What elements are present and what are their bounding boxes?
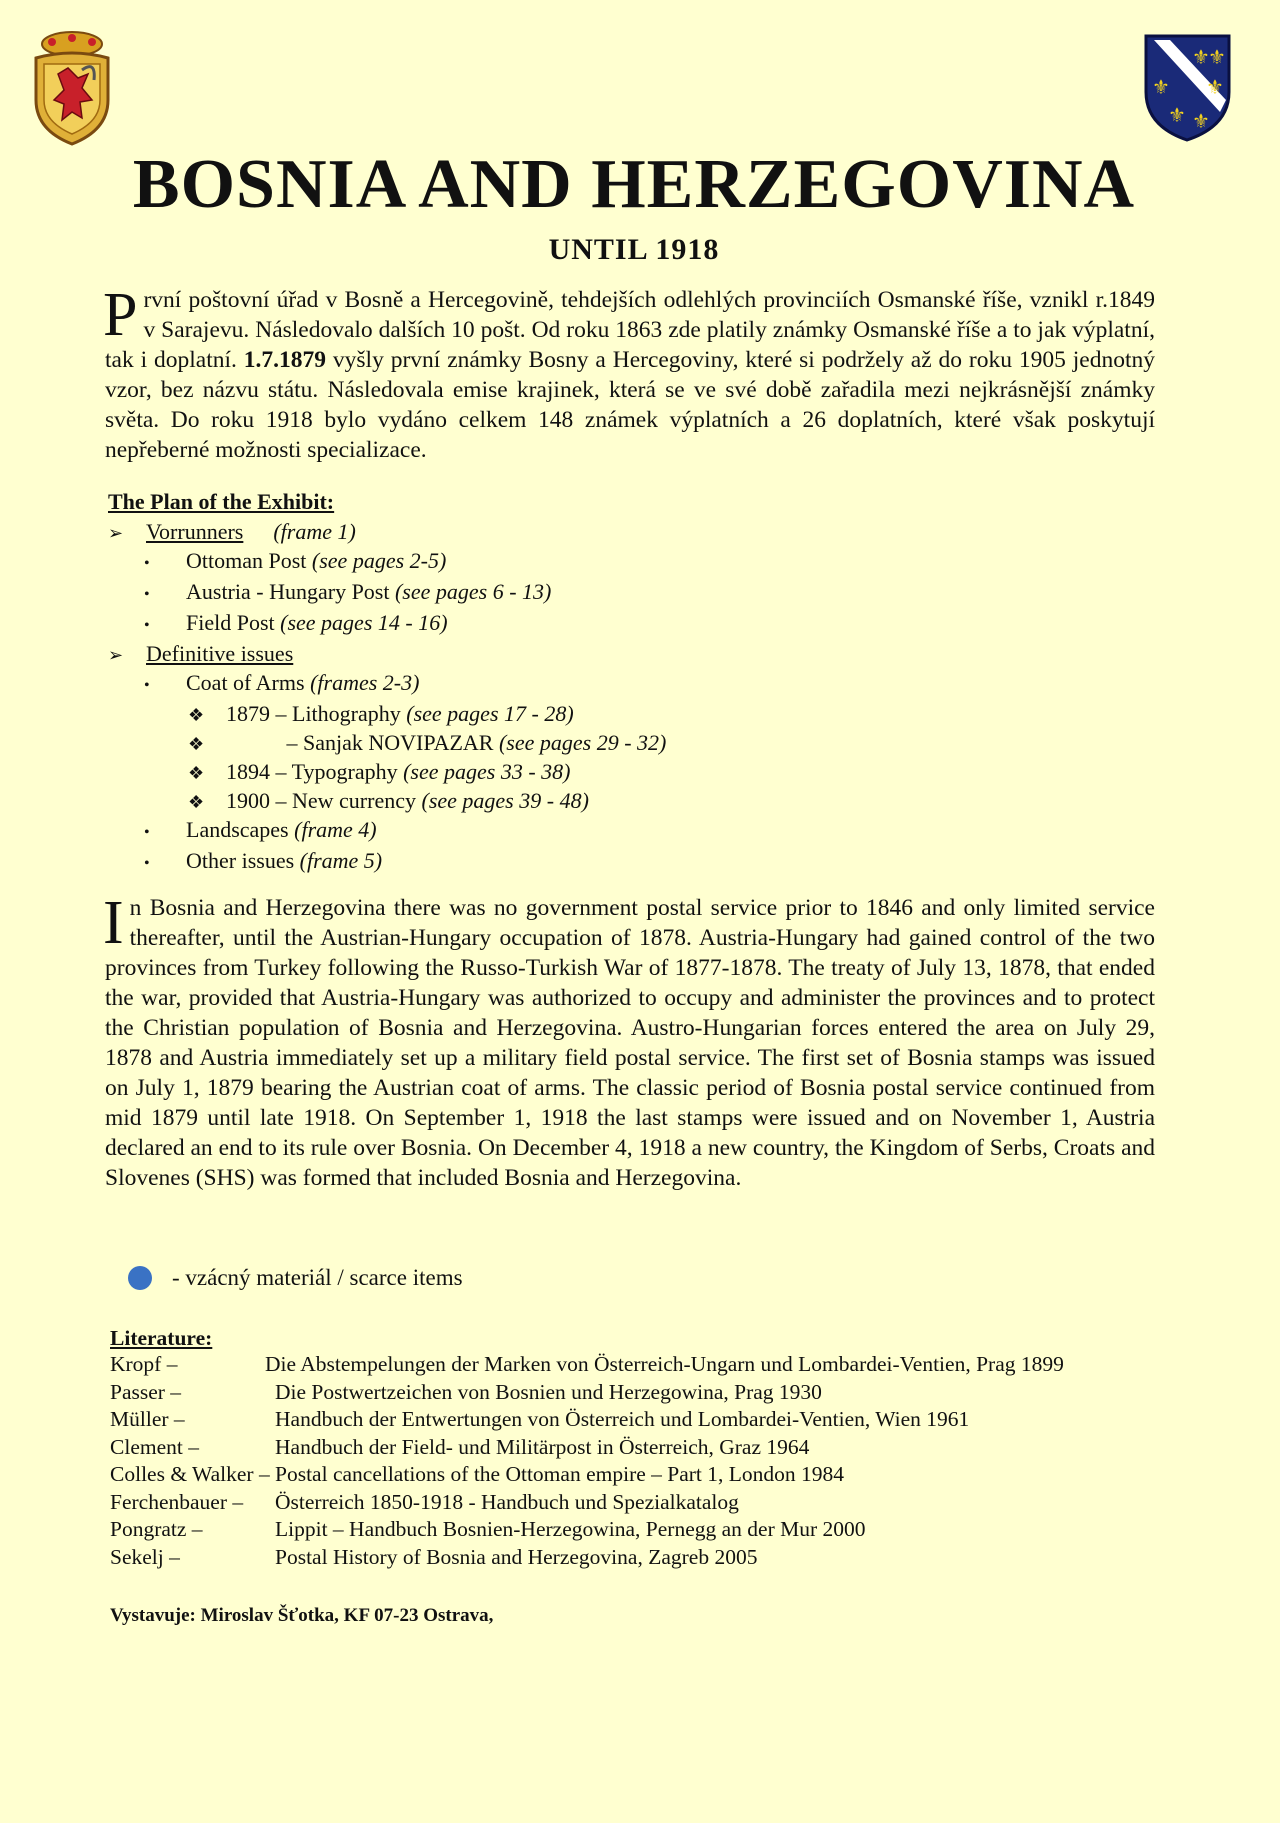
page-title: BOSNIA AND HERZEGOVINA (132, 146, 1136, 223)
literature-entry (110, 1406, 1064, 1434)
literature-heading: Literature: (110, 1326, 213, 1350)
diamond-bullet-icon: ❖ (188, 792, 205, 812)
literature-author: Sekelj – (110, 1544, 180, 1569)
plan-item (108, 700, 666, 729)
plan-item (108, 578, 666, 609)
svg-text:⚜: ⚜ (1206, 75, 1224, 99)
blue-dot-icon (128, 1266, 152, 1290)
svg-text:⚜: ⚜ (1168, 103, 1186, 127)
plan-item-label: 1894 – Typography (226, 759, 404, 784)
literature-entry (110, 1461, 1064, 1489)
plan-item-label: Field Post (186, 610, 281, 635)
plan-item (108, 640, 666, 669)
literature-author: Passer – (110, 1379, 182, 1404)
plan-item (108, 758, 666, 787)
plan-item-note: (see pages 29 - 32) (498, 730, 667, 755)
plan-item-note: (frame 4) (294, 817, 377, 842)
plan-item-label: 1879 – Lithography (226, 701, 407, 726)
literature-section (110, 1325, 1064, 1571)
dot-bullet-icon: • (144, 824, 150, 841)
plan-item-label: Coat of Arms (186, 670, 311, 695)
literature-work: Postal History of Bosnia and Herzegovina, Zagreb 2005 (275, 1544, 758, 1569)
plan-item-note: (see pages 33 - 38) (403, 759, 571, 784)
dot-bullet-icon: • (144, 555, 150, 572)
plan-item (108, 669, 666, 700)
intro-paragraph-czech (103, 281, 1155, 465)
plan-item-note: (frames 2-3) (310, 670, 420, 695)
plan-item-label: – Sanjak NOVIPAZAR (226, 730, 499, 755)
fleur-de-lis-shield-icon (1140, 30, 1235, 145)
plan-item (108, 787, 666, 816)
plan-item-note: (see pages 14 - 16) (280, 610, 448, 635)
literature-entry (110, 1351, 1064, 1379)
plan-item (108, 547, 666, 578)
plan-item-label: Ottoman Post (186, 548, 312, 573)
diamond-bullet-icon: ❖ (188, 705, 205, 725)
page-subtitle: UNTIL 1918 (548, 233, 720, 266)
literature-author: Pongratz – (110, 1517, 203, 1541)
plan-item-note: (see pages 17 - 28) (406, 701, 574, 726)
literature-work: Die Postwertzeichen von Bosnien und Herzegowina, Prag 1930 (275, 1379, 822, 1404)
literature-entry (110, 1489, 1064, 1517)
literature-author: Kropf – (110, 1352, 178, 1376)
svg-text:⚜: ⚜ (1208, 45, 1226, 69)
plan-item-label: 1900 – New currency (226, 788, 422, 813)
intro-dropcap: P (103, 281, 138, 349)
literature-author: Ferchenbauer – (110, 1489, 244, 1514)
plan-item-label: Vorrunners (146, 519, 244, 544)
arrow-bullet-icon: ➢ (108, 523, 124, 543)
plan-item-note: (see pages 39 - 48) (421, 788, 589, 813)
plan-item (108, 729, 666, 758)
plan-item-note: (frame 5) (299, 848, 383, 873)
arrow-bullet-icon: ➢ (108, 645, 124, 665)
plan-item-label: Definitive issues (146, 641, 294, 666)
plan-item (108, 609, 666, 640)
dot-bullet-icon: • (144, 855, 150, 872)
history-paragraph-english (103, 889, 1155, 1193)
dot-bullet-icon: • (144, 677, 150, 694)
plan-item (108, 847, 666, 878)
exhibitor-line: Vystavuje: Miroslav Šťotka, KF 07-23 Ostrava, (110, 1605, 494, 1626)
plan-item (108, 816, 666, 847)
legend-text: - vzácný materiál / scarce items (172, 1265, 463, 1290)
dot-bullet-icon: • (144, 586, 150, 603)
literature-entry (110, 1434, 1064, 1462)
literature-author: Müller – (110, 1407, 185, 1431)
literature-author: Clement – (110, 1434, 199, 1459)
literature-work: Österreich 1850-1918 - Handbuch und Spezialkatalog (275, 1489, 739, 1514)
intro-bold-date: 1.7.1879 (243, 347, 327, 373)
literature-author: Colles & Walker – (110, 1462, 270, 1486)
plan-item-note: (see pages 6 - 13) (394, 579, 552, 604)
diamond-bullet-icon: ❖ (188, 763, 205, 783)
plan-item-note: (see pages 2-5) (311, 548, 447, 573)
literature-entry (110, 1544, 1064, 1572)
literature-work: Die Abstempelungen der Marken von Österreich-Ungarn und Lombardei-Ventien, Prag 1899 (265, 1352, 1064, 1376)
plan-item-note: (frame 1) (273, 519, 356, 544)
dot-bullet-icon: • (144, 617, 150, 634)
exhibit-plan (108, 488, 666, 878)
plan-item (108, 518, 666, 547)
history-text: n Bosnia and Herzegovina there was no government postal service prior to 1846 and only limited service thereafter, until the Austrian-Hungary occupation of 1878. Austria-Hungary had gained control of the two provinces from Turkey following the Russo-Turkish War of 1877-1878. The treaty of July 13, 1878, that ended the war, provided that Austria-Hungary was authorized to occupy and administer the provinces and to protect the Christian population of Bosnia and Herzegovina. Austro-Hungarian forces entered the area on July 29, 1878 and Austria immediately set up a military field postal service. The first set of Bosnia stamps was issued on July 1, 1879 bearing the Austrian coat of arms. The classic period of Bosnia postal service continued from mid 1879 until late 1918. On September 1, 1918 the last stamps were issued and on November 1, Austria declared an end to its rule over Bosnia. On December 4, 1918 a new country, the Kingdom of Serbs, Croats and Slovenes (SHS) was formed that included Bosnia and Herzegovina. (105, 895, 1155, 1191)
diamond-bullet-icon: ❖ (188, 734, 205, 754)
intro-text-start: rvní poštovní úřad v Bosně a Hercegovině, tehdejších odlehlých provinciích Osmanské říše, vznikl r.1849 v Sarajevu. Následovalo dalších 10 pošt. Od roku 1863 zde platily známky Osmanské říše a to jak výplatní, tak i doplatní. (105, 287, 1155, 373)
literature-work: Lippit – Handbuch Bosnien-Herzegowina, Pernegg an der Mur 2000 (275, 1517, 866, 1541)
svg-text:⚜: ⚜ (1152, 75, 1170, 99)
history-dropcap: I (103, 889, 124, 957)
literature-entry (110, 1379, 1064, 1407)
bosnian-coat-of-arms-icon (22, 30, 122, 150)
plan-list (108, 518, 666, 878)
plan-item-label: Austria - Hungary Post (186, 579, 395, 604)
svg-text:⚜: ⚜ (1192, 45, 1210, 69)
scarce-items-legend (128, 1265, 463, 1291)
plan-heading: The Plan of the Exhibit: (108, 489, 335, 514)
svg-text:⚜: ⚜ (1192, 109, 1210, 133)
literature-work: Handbuch der Entwertungen von Österreich und Lombardei-Ventien, Wien 1961 (275, 1407, 970, 1431)
literature-entry (110, 1516, 1064, 1544)
plan-item-label: Landscapes (186, 817, 295, 842)
literature-work: Handbuch der Field- und Militärpost in Österreich, Graz 1964 (275, 1434, 810, 1459)
intro-text-end: vyšly první známky Bosny a Hercegoviny, které si podržely až do roku 1905 jednotný vzor, bez názvu státu. Následovala emise krajinek, která se ve své době zařadila mezi nejkrásnější známky světa. Do roku 1918 bylo vydáno celkem 148 známek výplatních a 26 doplatních, které však poskytují nepřeberné možnosti specializace. (105, 347, 1155, 463)
plan-item-label: Other issues (186, 848, 300, 873)
literature-work: Postal cancellations of the Ottoman empire – Part 1, London 1984 (275, 1462, 845, 1486)
